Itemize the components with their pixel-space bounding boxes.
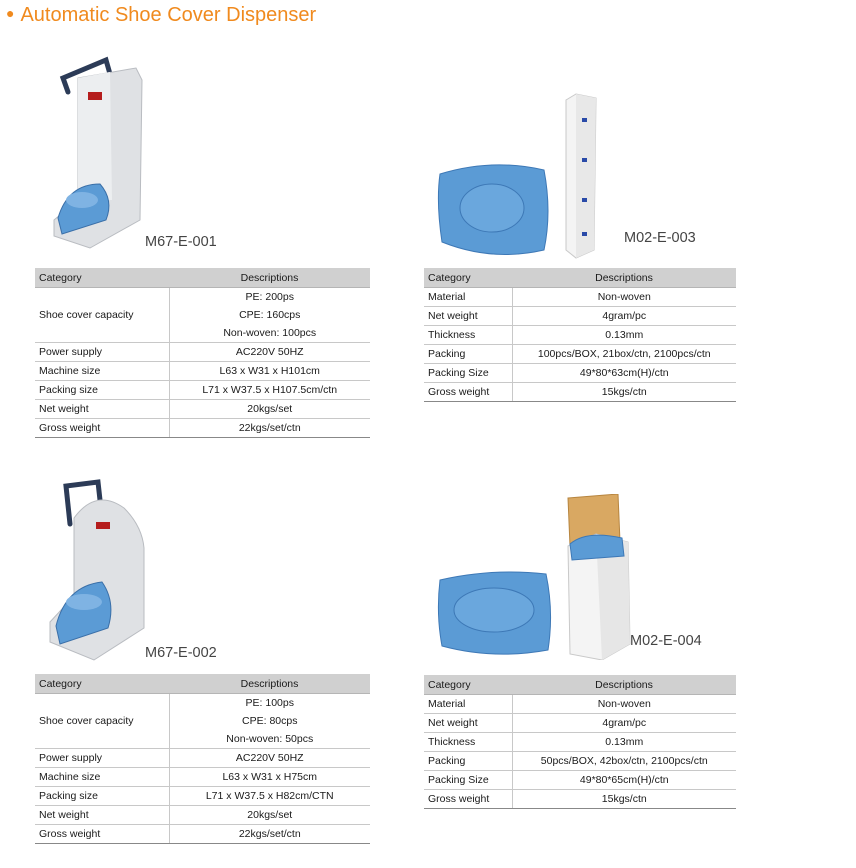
row-label: Gross weight [35, 419, 169, 438]
table-row [424, 288, 736, 307]
row-value: 0.13mm [512, 733, 736, 752]
table-row [424, 307, 736, 326]
row-value: 4gram/pc [512, 307, 736, 326]
table-row [424, 733, 736, 752]
table-header-row [424, 675, 736, 695]
column-header-category: Category [35, 674, 169, 694]
row-label: Net weight [35, 400, 169, 419]
table-row [35, 749, 370, 768]
shoe-cover-box-image-1 [436, 92, 606, 260]
table-row [424, 345, 736, 364]
row-label: Packing size [35, 381, 169, 400]
row-value: Non-woven: 50pcs [169, 730, 370, 749]
table-row [35, 419, 370, 438]
dispenser-machine-image-1 [48, 50, 148, 250]
table-row [424, 383, 736, 402]
row-label: Net weight [424, 714, 512, 733]
table-row [35, 768, 370, 787]
table-row [35, 825, 370, 844]
row-label: Gross weight [424, 383, 512, 402]
table-row [424, 771, 736, 790]
row-value: Non-woven: 100pcs [169, 324, 370, 343]
row-value: L71 x W37.5 x H82cm/CTN [169, 787, 370, 806]
table-header-row [424, 268, 736, 288]
row-value: 49*80*63cm(H)/ctn [512, 364, 736, 383]
bullet-icon: ● [6, 5, 15, 21]
row-label: Net weight [35, 806, 169, 825]
column-header-category: Category [424, 675, 512, 695]
spec-table-3 [35, 674, 370, 844]
row-value: 15kgs/ctn [512, 790, 736, 809]
row-value: 100pcs/BOX, 21box/ctn, 2100pcs/ctn [512, 345, 736, 364]
table-row [424, 695, 736, 714]
product-code-4: M02-E-004 [630, 633, 702, 649]
row-value: PE: 200ps [245, 291, 294, 303]
row-label: Packing [424, 345, 512, 364]
spec-table-2 [424, 268, 736, 402]
column-header-descriptions: Descriptions [512, 268, 736, 288]
row-label: Material [424, 695, 512, 714]
table-header-row [35, 268, 370, 288]
row-label: Gross weight [424, 790, 512, 809]
row-label: Packing [424, 752, 512, 771]
row-label: Material [424, 288, 512, 307]
page-title: ● Automatic Shoe Cover Dispenser [6, 4, 317, 26]
table-row [35, 806, 370, 825]
table-row [35, 288, 370, 307]
row-value: L63 x W31 x H75cm [169, 768, 370, 787]
column-header-descriptions: Descriptions [169, 674, 370, 694]
product-code-2: M02-E-003 [624, 230, 696, 246]
row-label: Packing Size [424, 771, 512, 790]
table-row [35, 787, 370, 806]
table-row [424, 752, 736, 771]
column-header-category: Category [35, 268, 169, 288]
row-value: PE: 100ps [245, 697, 294, 709]
row-label: Machine size [35, 362, 169, 381]
row-value: 50pcs/BOX, 42box/ctn, 2100pcs/ctn [512, 752, 736, 771]
row-label: Power supply [35, 749, 169, 768]
table-row [424, 714, 736, 733]
table-row [35, 381, 370, 400]
row-label: Packing size [35, 787, 169, 806]
row-label: Net weight [424, 307, 512, 326]
row-value: 22kgs/set/ctn [169, 419, 370, 438]
row-value: 15kgs/ctn [512, 383, 736, 402]
row-value: 49*80*65cm(H)/ctn [512, 771, 736, 790]
row-label: Thickness [424, 733, 512, 752]
product-code-3: M67-E-002 [145, 645, 217, 661]
table-header-row [35, 674, 370, 694]
column-header-descriptions: Descriptions [512, 675, 736, 695]
row-value: AC220V 50HZ [169, 343, 370, 362]
row-label: Packing Size [424, 364, 512, 383]
row-value: 4gram/pc [512, 714, 736, 733]
row-value: Non-woven [512, 695, 736, 714]
row-value: CPE: 160cps [239, 309, 301, 321]
column-header-category: Category [424, 268, 512, 288]
row-value: 20kgs/set [169, 400, 370, 419]
row-value: L71 x W37.5 x H107.5cm/ctn [169, 381, 370, 400]
shoe-cover-box-image-2 [436, 494, 636, 660]
row-label: Shoe cover capacity [35, 694, 169, 749]
row-value: L63 x W31 x H101cm [169, 362, 370, 381]
row-label: Power supply [35, 343, 169, 362]
table-row [35, 343, 370, 362]
row-value: 22kgs/set/ctn [169, 825, 370, 844]
spec-table-1 [35, 268, 370, 438]
table-row [35, 694, 370, 713]
product-code-1: M67-E-001 [145, 234, 217, 250]
spec-table-4 [424, 675, 736, 809]
column-header-descriptions: Descriptions [169, 268, 370, 288]
table-row [35, 362, 370, 381]
row-value: AC220V 50HZ [169, 749, 370, 768]
dispenser-machine-image-2 [46, 478, 150, 662]
table-row [35, 400, 370, 419]
row-value: Non-woven [512, 288, 736, 307]
table-row [424, 790, 736, 809]
row-value: CPE: 80cps [242, 715, 298, 727]
row-label: Gross weight [35, 825, 169, 844]
row-label: Machine size [35, 768, 169, 787]
row-label: Thickness [424, 326, 512, 345]
table-row [424, 364, 736, 383]
row-label: Shoe cover capacity [35, 288, 169, 343]
table-row [424, 326, 736, 345]
row-value: 20kgs/set [169, 806, 370, 825]
row-value: 0.13mm [512, 326, 736, 345]
